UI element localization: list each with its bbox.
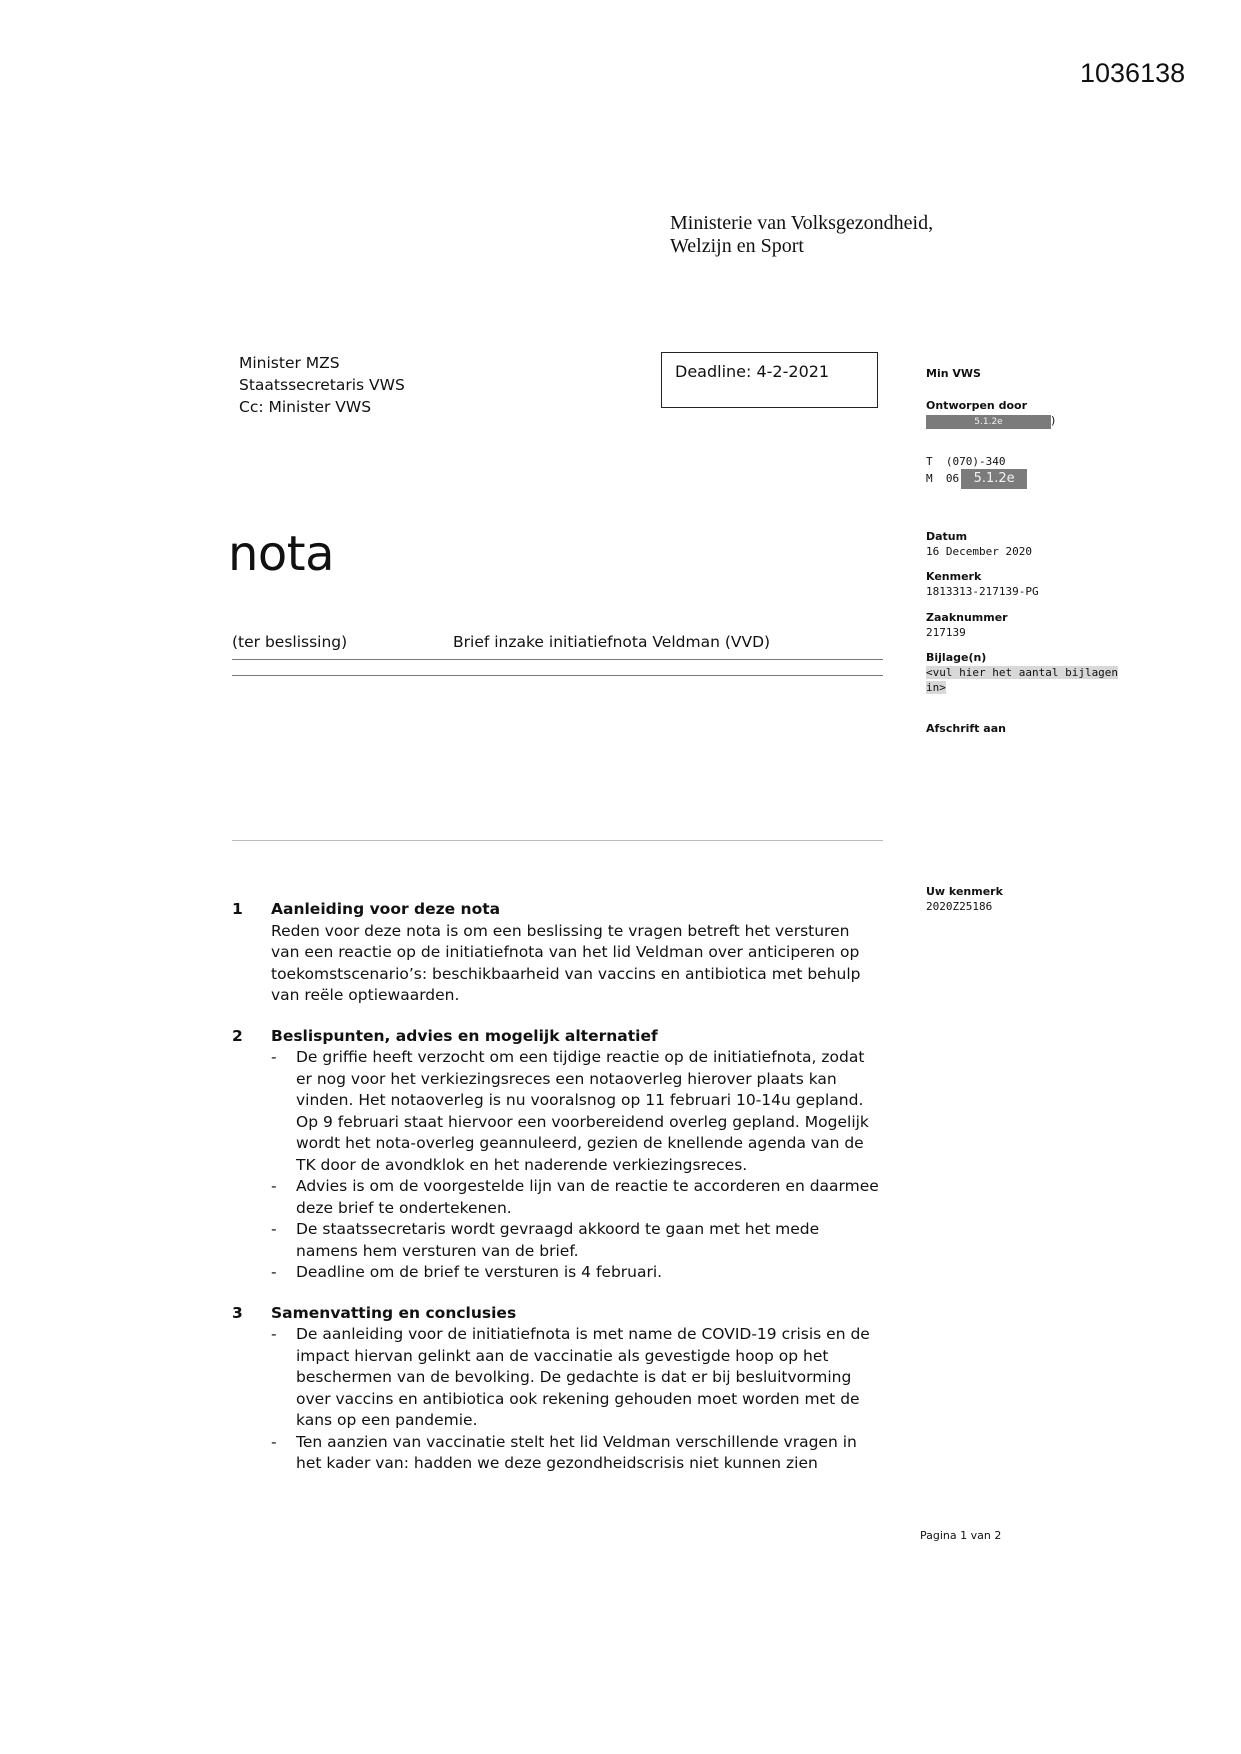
divider-second — [232, 675, 883, 676]
text-line: De staatssecretaris wordt gevraagd akkoord te gaan met het mede — [296, 1220, 820, 1238]
document-number: 1036138 — [1080, 58, 1186, 88]
section-1 — [232, 899, 912, 1007]
bijlage-line-1: <vul hier het aantal bijlagen — [926, 666, 1119, 679]
text-line: impact hiervan gelinkt aan de vaccinatie als gevestigde hoop op het — [296, 1346, 829, 1365]
text-line: toekomstscenario’s: beschikbaarheid van vaccins en antibiotica met behulp — [271, 964, 861, 983]
text-line: deze brief te ondertekenen. — [296, 1198, 512, 1217]
ministry-logo-text — [670, 212, 933, 258]
sidebar-kenmerk — [926, 569, 1039, 599]
subject-line: Brief inzake initiatiefnota Veldman (VVD) — [453, 633, 771, 651]
section-number: 2 — [232, 1026, 243, 1045]
uw-kenmerk-value: 2020Z25186 — [926, 900, 993, 913]
sidebar-phone — [926, 454, 1027, 489]
text-line: Reden voor deze nota is om een beslissing te vragen betreft het versturen — [271, 921, 850, 940]
text-line: Ten aanzien van vaccinatie stelt het lid Veldman verschillende vragen in — [296, 1432, 857, 1451]
bullet-item — [271, 1047, 912, 1176]
bijlage-label: Bijlage(n) — [926, 651, 987, 664]
phone-redaction-block: 5.1.2e — [961, 469, 1027, 489]
text-line: vinden. Het notaoverleg is nu vooralsnog op 11 februari 10-14u gepland. — [296, 1091, 864, 1109]
bullet-item — [271, 1219, 912, 1262]
page-number: Pagina 1 van 2 — [920, 1529, 1002, 1542]
bullet-dash: - — [271, 1048, 277, 1066]
text-line: De aanleiding voor de initiatiefnota is met name de COVID-19 crisis en de — [296, 1325, 870, 1343]
document-body — [232, 899, 912, 1494]
bullet-item — [271, 1432, 912, 1475]
sidebar-afschrift — [926, 721, 1006, 736]
afschrift-label: Afschrift aan — [926, 722, 1006, 735]
section-heading: Aanleiding voor deze nota — [271, 900, 501, 918]
section-3 — [232, 1303, 912, 1475]
text-line: er nog voor het verkiezingsreces een notaoverleg hierover plaats kan — [296, 1069, 837, 1088]
text-line: De griffie heeft verzocht om een tijdige reactie op de initiatiefnota, zodat — [296, 1048, 865, 1066]
bijlage-value — [926, 665, 1118, 695]
bullet-dash: - — [271, 1220, 277, 1238]
sidebar-org-label: Min VWS — [926, 367, 981, 380]
decision-type: (ter beslissing) — [232, 633, 348, 651]
bullet-dash: - — [271, 1177, 277, 1195]
zaaknummer-value: 217139 — [926, 626, 966, 639]
section-number: 1 — [232, 900, 243, 918]
ministry-line-2: Welzijn en Sport — [670, 235, 804, 257]
kenmerk-label: Kenmerk — [926, 570, 982, 583]
section-2 — [232, 1026, 912, 1284]
phone-m-prefix: M 06 — [926, 472, 960, 485]
recipient-2: Staatssecretaris VWS — [239, 376, 405, 394]
uw-kenmerk-label: Uw kenmerk — [926, 885, 1003, 898]
divider-third — [232, 840, 883, 841]
text-line: het kader van: hadden we deze gezondheidscrisis niet kunnen zien — [296, 1454, 818, 1472]
bullet-item — [271, 1176, 912, 1219]
recipient-3: Cc: Minister VWS — [239, 398, 372, 416]
sidebar-zaaknummer — [926, 610, 1008, 640]
divider-top — [232, 659, 883, 660]
sidebar-uw-kenmerk — [926, 884, 1003, 914]
text-line: kans op een pandemie. — [296, 1411, 478, 1429]
sidebar-bijlage — [926, 650, 1118, 695]
redaction-block: 5.1.2e — [926, 415, 1051, 429]
sidebar-org — [926, 366, 981, 381]
section-heading: Samenvatting en conclusies — [271, 1303, 517, 1322]
deadline-box: Deadline: 4-2-2021 — [661, 352, 878, 408]
document-title: nota — [228, 526, 335, 582]
text-line: wordt het nota-overleg geannuleerd, gezien de knellende agenda van de — [296, 1134, 864, 1152]
section-paragraph — [271, 921, 912, 1007]
bullet-dash: - — [271, 1263, 277, 1281]
designed-by-suffix: ) — [1051, 414, 1056, 427]
bullet-dash: - — [271, 1325, 277, 1343]
text-line: TK door de avondklok en het naderende verkiezingsreces. — [296, 1155, 748, 1174]
text-line: over vaccins en antibiotica ook rekening gehouden moet worden met de — [296, 1389, 860, 1408]
designed-by-value — [926, 413, 1055, 429]
text-line: van een reactie op de initiatiefnota van het lid Veldman over anticiperen op — [271, 943, 860, 961]
text-line: namens hem versturen van de brief. — [296, 1241, 579, 1260]
section-heading: Beslispunten, advies en mogelijk alternatief — [271, 1026, 658, 1045]
sidebar-date — [926, 529, 1032, 559]
zaaknummer-label: Zaaknummer — [926, 611, 1008, 624]
designed-by-label: Ontworpen door — [926, 399, 1027, 412]
bullet-dash: - — [271, 1432, 277, 1451]
recipients — [239, 352, 405, 418]
sidebar-designed-by — [926, 398, 1055, 429]
text-line: van reële optiewaarden. — [271, 986, 460, 1004]
phone-t: T (070)-340 — [926, 455, 1006, 468]
text-line: Deadline om de brief te versturen is 4 februari. — [296, 1263, 663, 1281]
text-line: beschermen van de bevolking. De gedachte is dat er bij besluitvorming — [296, 1368, 852, 1386]
phone-m — [926, 469, 1027, 489]
bijlage-line-2: in> — [926, 681, 946, 694]
section-number: 3 — [232, 1303, 243, 1322]
text-line: Advies is om de voorgestelde lijn van de reactie te accorderen en daarmee — [296, 1177, 879, 1195]
bullet-item — [271, 1324, 912, 1432]
date-label: Datum — [926, 530, 968, 543]
text-line: Op 9 februari staat hiervoor een voorbereidend overleg gepland. Mogelijk — [296, 1112, 869, 1131]
bullet-item — [271, 1262, 912, 1284]
kenmerk-value: 1813313-217139-PG — [926, 585, 1039, 598]
recipient-1: Minister MZS — [239, 354, 340, 372]
date-value: 16 December 2020 — [926, 545, 1032, 558]
ministry-line-1: Ministerie van Volksgezondheid, — [670, 212, 934, 234]
